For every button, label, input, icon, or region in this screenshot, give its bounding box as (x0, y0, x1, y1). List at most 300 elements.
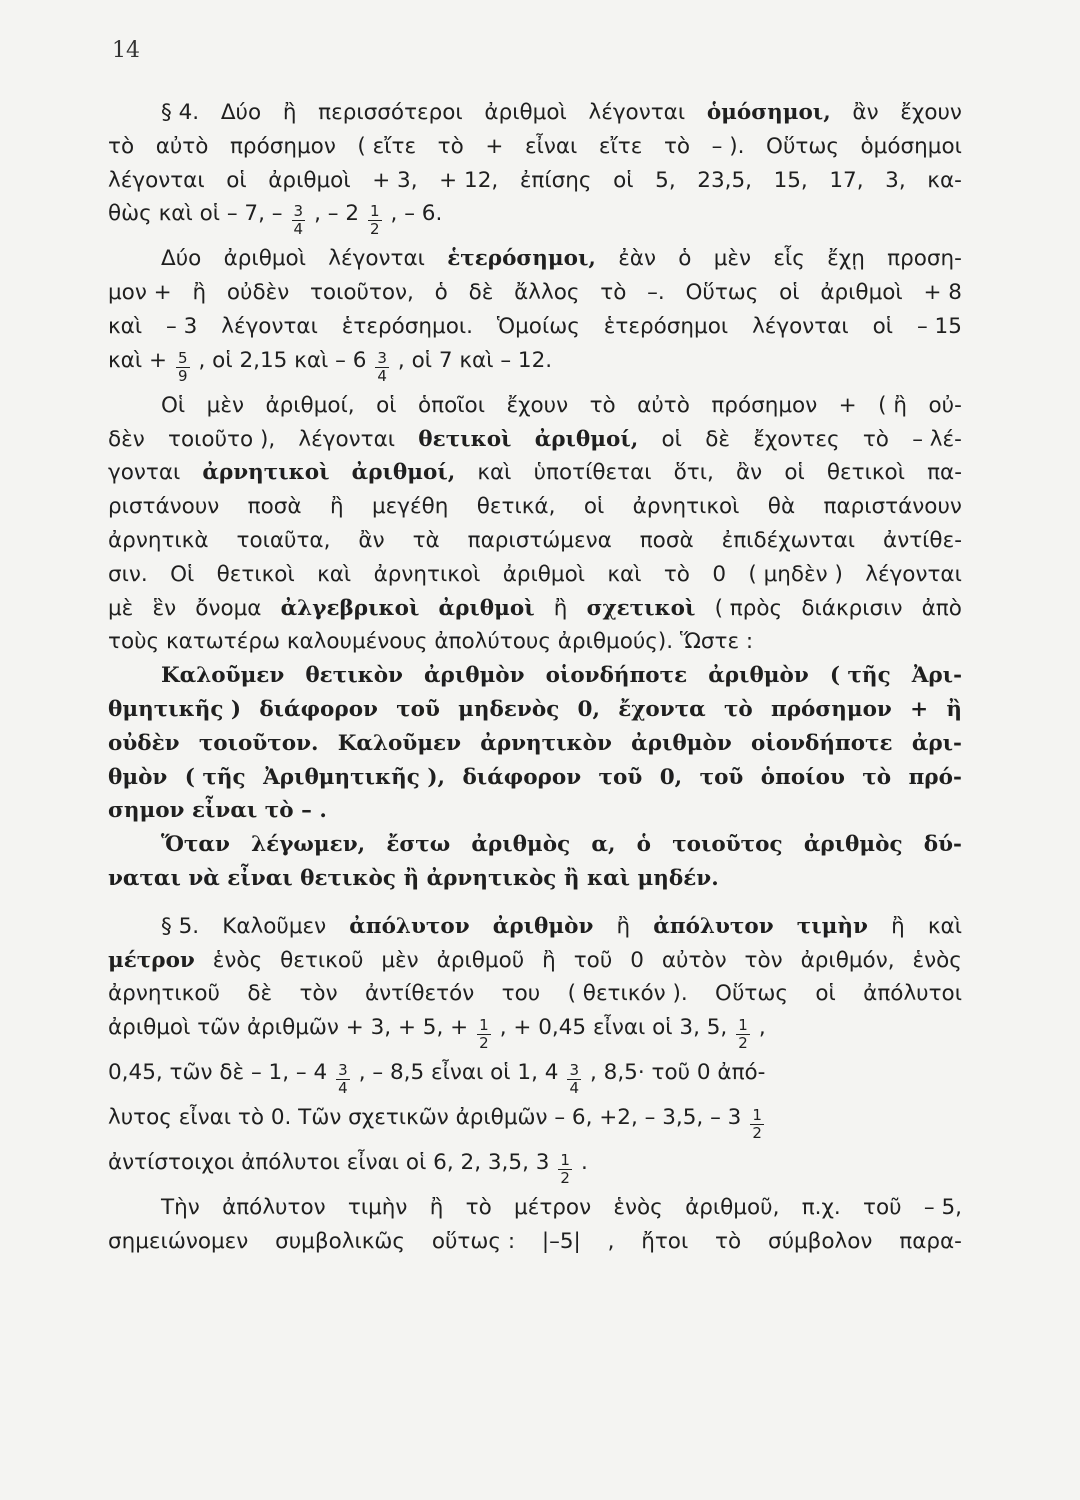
text-segment: τοὺς κατωτέρω καλουμένους ἀπολύτους ἀριθμούς). Ὥστε : (108, 629, 754, 655)
word: δὲ (468, 280, 494, 306)
text-segment: , + 0,45 εἶναι οἱ 3, 5, (499, 1015, 728, 1041)
word: ( ἢ (878, 392, 908, 418)
word: 3, (885, 167, 906, 193)
word: εἶναι (524, 133, 578, 159)
numerator: 3 (338, 1061, 348, 1080)
word: τιμὴν (347, 1195, 408, 1221)
word: ἀρνητικοῦ (108, 981, 220, 1007)
word: ἢ (429, 1195, 444, 1221)
word: ἑτερόσημοι (603, 313, 729, 339)
denominator: 4 (338, 1079, 348, 1098)
word: λέγονται (328, 246, 425, 272)
word: τὸν (299, 981, 338, 1007)
word: λέγονται (221, 313, 318, 339)
word: ὁ (678, 246, 692, 272)
word: εἴτε (598, 133, 643, 159)
word: ἀριθμὸς (803, 832, 903, 858)
page-number: 14 (112, 38, 140, 63)
word: σύμβολον (767, 1228, 873, 1254)
word: ἐπίσης (519, 167, 592, 193)
word: + 12, (439, 167, 499, 193)
fraction (176, 350, 190, 385)
word: ἔχῃ (827, 246, 865, 272)
word: ἓν (152, 595, 177, 621)
word: θετικοὶ (418, 426, 512, 452)
word: ἔχουν (506, 392, 569, 418)
word: ὁ (636, 832, 651, 858)
word: κα- (927, 167, 962, 193)
word: ἑτερόσημοι. (341, 313, 473, 339)
word: οἱονδήποτε (545, 663, 688, 689)
word: ἀρνητικὰ (108, 527, 209, 553)
denominator: 2 (560, 1169, 570, 1188)
word: ἀριθμοὶ (820, 280, 903, 306)
word: οἱ (226, 167, 247, 193)
word: – λέ- (912, 426, 962, 452)
word: θετικοῦ (280, 947, 364, 973)
word: διάφορον (462, 764, 582, 790)
text-line (108, 1056, 962, 1101)
word: καὶ (477, 460, 512, 486)
word: τὸ (715, 1228, 742, 1254)
word: τὸ (862, 764, 892, 790)
word: μεγέθη (371, 494, 449, 520)
text-segment: . (580, 1150, 588, 1176)
word: ἀντίθε- (883, 527, 962, 553)
word: ἀριθμοὶ (223, 246, 306, 272)
word: ἀριθμὸς (471, 832, 571, 858)
word: μέτρον (514, 1195, 592, 1221)
word: § 5. (161, 913, 200, 939)
word: αὐτὸ (637, 392, 690, 418)
fraction (558, 1152, 572, 1187)
numerator: 3 (293, 202, 304, 221)
word: οἱ (815, 981, 836, 1007)
word: λέγονται (298, 426, 396, 452)
word: – ). (711, 133, 745, 159)
word: πα- (927, 460, 962, 486)
word: ἀριθμὸν (492, 913, 594, 939)
word: πρόσημον (229, 133, 336, 159)
word: ἂν (358, 527, 385, 553)
text-line (108, 1146, 962, 1191)
word: ἢ (542, 947, 556, 973)
word: ἀρι- (911, 730, 962, 756)
word: οἱ (376, 392, 397, 418)
text-segment: ἀριθμοὶ τῶν ἀριθμῶν + 3, + 5, + (108, 1015, 469, 1041)
word: Οὕτως (715, 981, 788, 1007)
word: – 3 (166, 313, 198, 339)
word: διάφορον (259, 696, 378, 722)
word: ἢ (553, 595, 568, 621)
word: ἀριθμοὶ (502, 561, 586, 587)
word: δύ- (923, 832, 962, 858)
text-line (108, 242, 962, 276)
word: ἢ (329, 494, 344, 520)
text-line (108, 862, 962, 896)
word: τοιοῦτον. (198, 730, 319, 756)
word: γονται (108, 460, 181, 486)
word: διάκρισιν (801, 595, 903, 621)
word: οἱ (872, 313, 894, 339)
word: μὲ (108, 595, 134, 621)
numerator: 1 (370, 202, 380, 221)
text-segment: ἀντίστοιχοι ἀπόλυτοι εἶναι οἱ 6, 2, 3,5, 3 (108, 1150, 550, 1176)
word: ἢ (946, 696, 962, 722)
word: αὐτὸ (155, 133, 209, 159)
denominator: 2 (738, 1034, 748, 1053)
word: + 8 (923, 280, 962, 306)
word: , (607, 1228, 615, 1254)
word: ἀπόλυτον (349, 913, 470, 939)
text-segment: , οἱ 7 καὶ – 12. (397, 347, 553, 373)
word: τοιοῦτος (672, 832, 783, 858)
word: ἀριθμοί, (534, 426, 639, 452)
word: ἑνὸς (212, 947, 263, 973)
word: σιν. (108, 561, 148, 587)
text-line (108, 96, 962, 130)
text-line (108, 164, 962, 198)
text-segment: σημον εἶναι τὸ – . (108, 798, 327, 824)
word: 23,5, (697, 167, 752, 193)
denominator: 4 (377, 366, 387, 385)
word: ἀριθμοί, (265, 392, 355, 418)
word: τὸ (437, 133, 464, 159)
word: προση- (887, 246, 962, 272)
word: οὐδὲν (226, 280, 290, 306)
word: ὁμόσημοι (860, 133, 962, 159)
word: ὑποτίθεται (533, 460, 652, 486)
word: π.χ. (801, 1195, 841, 1221)
text-segment: καὶ + (108, 347, 167, 373)
word: παριστάνουν (823, 494, 962, 520)
word: Οὕτως (685, 280, 759, 306)
numerator: 1 (752, 1106, 762, 1125)
text-line (108, 625, 962, 659)
word: αὐτὸν (661, 947, 727, 973)
text-line (108, 693, 962, 727)
word: ὁμόσημοι, (706, 100, 831, 125)
word: οἱ (661, 426, 682, 452)
word: ριστάνουν (108, 494, 220, 520)
page-body (108, 96, 962, 1259)
word: τὸ (465, 1195, 492, 1221)
text-line (108, 977, 962, 1011)
word: ἀπόλυτον (653, 913, 774, 939)
word: δὲ (705, 426, 730, 452)
word: μέτρον (108, 947, 195, 973)
word: ἀριθμὸν (708, 663, 809, 689)
denominator: 2 (370, 220, 380, 239)
word: ἐὰν (618, 246, 656, 272)
word: ἢ (891, 913, 905, 939)
word: τοιαῦτα, (236, 527, 331, 553)
word: α, (591, 832, 616, 858)
word: ἀπόλυτοι (863, 981, 962, 1007)
denominator: 9 (177, 366, 188, 385)
word: 5, (655, 167, 676, 193)
word: θὰ (767, 494, 796, 520)
word: σημειώνομεν (108, 1228, 249, 1254)
word: § 4. (161, 100, 200, 125)
numerator: 1 (738, 1016, 748, 1035)
word: τοῦ (699, 764, 744, 790)
word: ἄλλος (514, 280, 580, 306)
word: 15, (773, 167, 808, 193)
word: μὲν (206, 392, 244, 418)
word: Καλοῦμεν (222, 913, 327, 939)
word: καὶ (317, 561, 352, 587)
word: ἀντίθετόν (364, 981, 475, 1007)
word: ἀρνητικοὶ (202, 460, 330, 486)
text-line (108, 423, 962, 457)
word: καὶ (607, 561, 642, 587)
text-line (108, 344, 962, 389)
text-line (108, 524, 962, 558)
word: ὁ (434, 280, 448, 306)
word: θετικά, (476, 494, 556, 520)
word: του (501, 981, 541, 1007)
text-segment: θὼς καὶ οἱ – 7, – (108, 201, 283, 227)
word: ἀριθμὸν (423, 663, 525, 689)
word: οὐ- (928, 392, 962, 418)
text-segment: , – 6. (390, 201, 443, 227)
word: 0 (630, 947, 644, 973)
text-line (108, 310, 962, 344)
text-line (108, 456, 962, 490)
denominator: 2 (752, 1124, 762, 1143)
word: λέγονται (752, 313, 849, 339)
word: πρόσημον (770, 696, 892, 722)
word: ἀριθμοῦ, (685, 1195, 780, 1221)
word: τοῦ (598, 764, 643, 790)
word: τὸ (723, 696, 753, 722)
word: |–5| (541, 1228, 581, 1254)
word: ἑνὸς (613, 1195, 663, 1221)
word: θμὸν (108, 764, 168, 790)
text-segment: , οἱ 2,15 καὶ – 6 (198, 347, 367, 373)
word: οὕτως : (431, 1228, 516, 1254)
word: λέγονται (865, 561, 962, 587)
fraction (375, 350, 389, 385)
fraction (750, 1107, 764, 1142)
word: θετικὸν (305, 663, 403, 689)
text-line (108, 727, 962, 761)
text-line (108, 1101, 962, 1146)
word: Τὴν (161, 1195, 200, 1221)
numerator: 3 (569, 1061, 579, 1080)
word: – 15 (916, 313, 962, 339)
word: + (910, 696, 929, 722)
text-segment: , – 2 (314, 201, 359, 227)
word: πρό- (908, 764, 962, 790)
word: ( εἴτε (357, 133, 417, 159)
word: ἀριθμοὶ (438, 595, 535, 621)
word: μον + (108, 280, 172, 306)
word: ( μηδὲν ) (748, 561, 843, 587)
text-line (108, 490, 962, 524)
word: οἱονδήποτε (750, 730, 893, 756)
word: – 5, (923, 1195, 962, 1221)
word: Δύο (220, 100, 262, 125)
numerator: 3 (377, 348, 387, 367)
numerator: 5 (177, 348, 188, 367)
word: παρα- (899, 1228, 962, 1254)
word: ἀριθμοί, (351, 460, 456, 486)
word: τοιοῦτον, (309, 280, 414, 306)
word: Καλοῦμεν (337, 730, 462, 756)
word: ἀπὸ (921, 595, 962, 621)
word: λέγωμεν, (251, 832, 366, 858)
word: τοῦ (573, 947, 613, 973)
word: ( θετικόν ). (567, 981, 688, 1007)
denominator: 4 (293, 220, 304, 239)
word: τοιοῦτο ), (168, 426, 276, 452)
word: + (838, 392, 857, 418)
word: θετικοὶ (216, 561, 295, 587)
word: ( τῆς (184, 764, 246, 790)
word: ἢ (282, 100, 297, 125)
numerator: 1 (479, 1016, 489, 1035)
text-line (108, 828, 962, 862)
word: λέγονται (588, 100, 686, 125)
word: τὰ (412, 527, 440, 553)
word: ἀρνητικοὶ (373, 561, 481, 587)
word: ἀρνητικὸν (480, 730, 612, 756)
word: σχετικοὶ (586, 595, 696, 621)
word: ἔχοντες (753, 426, 840, 452)
word: ἔχοντα (618, 696, 706, 722)
text-segment: 0,45, τῶν δὲ – 1, – 4 (108, 1060, 328, 1086)
text-segment: , (758, 1015, 766, 1041)
text-line (108, 1225, 962, 1259)
word: ἀλγεβρικοὶ (280, 595, 420, 621)
word: οἱ (583, 494, 605, 520)
word: ποσὰ (639, 527, 694, 553)
word: τιμὴν (796, 913, 868, 939)
word: ὁποῖοι (418, 392, 485, 418)
fraction (336, 1062, 350, 1097)
word: 17, (829, 167, 864, 193)
text-line (108, 389, 962, 423)
text-segment: , 8,5· τοῦ 0 ἀπό- (590, 1060, 766, 1086)
denominator: 2 (479, 1034, 489, 1053)
word: Ὁμοίως (496, 313, 580, 339)
word: ἀριθμοὶ (268, 167, 351, 193)
word: εἷς (773, 246, 805, 272)
word: –. (647, 280, 665, 306)
word: 0 (712, 561, 726, 587)
word: 0, (659, 764, 683, 790)
word: ἂν (736, 460, 763, 486)
numerator: 1 (560, 1151, 570, 1170)
word: οὐδὲν (108, 730, 180, 756)
fraction (567, 1062, 581, 1097)
text-line (108, 130, 962, 164)
word: Οὕτως (766, 133, 839, 159)
word: περισσότεροι (318, 100, 463, 125)
word: τοῦ (863, 1195, 902, 1221)
text-line (108, 910, 962, 944)
text-line (108, 1011, 962, 1056)
word: ἀριθμοῦ (436, 947, 525, 973)
word: καὶ (108, 313, 143, 339)
word: ( τῆς (829, 663, 891, 689)
word: πρόσημον (711, 392, 818, 418)
word: τὸ (108, 133, 135, 159)
word: ἀρνητικοὶ (632, 494, 740, 520)
text-line (108, 761, 962, 795)
word: + 3, (372, 167, 418, 193)
text-line (108, 659, 962, 693)
word: καὶ (927, 913, 962, 939)
text-line (108, 276, 962, 310)
word: τὸ (600, 280, 627, 306)
word: μηδενὸς (458, 696, 560, 722)
word: τὸ (663, 133, 691, 159)
word: τὸν (744, 947, 783, 973)
text-line (108, 197, 962, 242)
word: Δύο (161, 246, 202, 272)
word: ἢ (192, 280, 207, 306)
word: θετικοὶ (826, 460, 905, 486)
word: συμβολικῶς (275, 1228, 406, 1254)
word: δὲν (108, 426, 145, 452)
fraction (368, 203, 382, 238)
word: ἂν (852, 100, 879, 125)
word: Καλοῦμεν (161, 663, 285, 689)
word: οἱ (613, 167, 634, 193)
word: ἑνὸς (912, 947, 962, 973)
word: ἔχουν (900, 100, 962, 125)
fraction (477, 1017, 491, 1052)
text-line (108, 794, 962, 828)
word: ποσὰ (247, 494, 302, 520)
word: ὅτι, (673, 460, 714, 486)
text-line (108, 558, 962, 592)
word: λέγονται (108, 167, 205, 193)
word: τὸ (589, 392, 616, 418)
word: 0, (577, 696, 600, 722)
word: τὸ (663, 561, 690, 587)
fraction (292, 203, 306, 238)
text-segment: λυτος εἶναι τὸ 0. Τῶν σχετικῶν ἀριθμῶν – 6, +2, – 3,5, – 3 (108, 1105, 742, 1131)
word: Ὅταν (161, 832, 230, 858)
word: οἱ (784, 460, 805, 486)
word: ( πρὸς (714, 595, 783, 621)
word: ἀριθμόν, (800, 947, 895, 973)
word: Ἀρι- (911, 663, 962, 689)
text-line (108, 592, 962, 626)
word: τὸ (862, 426, 889, 452)
word: + (485, 133, 504, 159)
word: τοῦ (396, 696, 440, 722)
word: ἤτοι (641, 1228, 689, 1254)
word: ἀπόλυτον (222, 1195, 326, 1221)
word: ἢ (616, 913, 631, 939)
word: θμητικῆς ) (108, 696, 242, 722)
word: οἱ (779, 280, 800, 306)
word: ὁποίου (760, 764, 845, 790)
text-line (108, 1191, 962, 1225)
word: δὲ (247, 981, 273, 1007)
word: Οἱ (170, 561, 195, 587)
text-segment: , – 8,5 εἶναι οἱ 1, 4 (358, 1060, 559, 1086)
word: ἔστω (386, 832, 451, 858)
word: μὲν (381, 947, 419, 973)
denominator: 4 (569, 1079, 579, 1098)
word: ἐπιδέχωνται (721, 527, 856, 553)
